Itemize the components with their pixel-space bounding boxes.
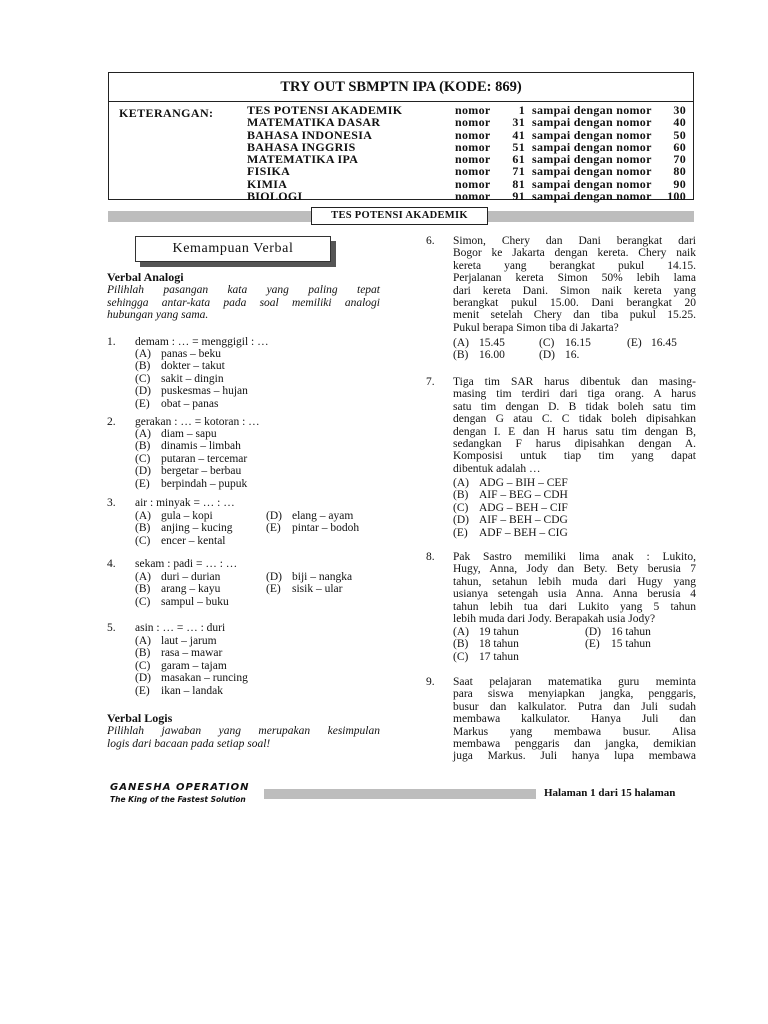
question-stem: asin : … = … : duri bbox=[135, 622, 226, 634]
option-letter: (C) bbox=[135, 452, 151, 465]
option[interactable] bbox=[135, 348, 248, 360]
option-letter: (C) bbox=[135, 659, 151, 672]
option-text: dokter – takut bbox=[161, 360, 225, 373]
range-mid: sampai dengan nomor bbox=[532, 127, 652, 142]
subject-name: MATEMATIKA IPA bbox=[247, 152, 359, 167]
option-letter: (D) bbox=[135, 385, 151, 398]
instruction-line: sehingga antar-kata pada soal memiliki analogi bbox=[107, 296, 380, 309]
range-mid: sampai dengan nomor bbox=[532, 152, 652, 167]
option-letter: (C) bbox=[135, 534, 151, 547]
text-line: Simon, Chery dan Dani berangkat dari bbox=[453, 235, 696, 247]
option[interactable] bbox=[539, 337, 591, 349]
question-number: 3. bbox=[107, 497, 116, 509]
subject-name: MATEMATIKA DASAR bbox=[247, 115, 381, 130]
option-text: dinamis – limbah bbox=[161, 440, 241, 453]
range-word: nomor bbox=[455, 176, 491, 191]
option-text: 15.45 bbox=[479, 337, 505, 349]
text-line: lebih muda dari Jody. Berapakah usia Jody? bbox=[453, 613, 656, 626]
range-mid: sampai dengan nomor bbox=[532, 164, 652, 179]
option-text: ADG – BEH – CIF bbox=[479, 501, 568, 514]
option-letter: (A) bbox=[135, 571, 151, 583]
text-line: berangkat pukul 15.00. Dani berangkat 20 bbox=[453, 297, 696, 310]
range-to: 100 bbox=[667, 189, 686, 204]
range-to: 70 bbox=[673, 152, 686, 167]
option-letter: (C) bbox=[135, 595, 151, 608]
range-to: 30 bbox=[673, 103, 686, 117]
option-letter: (B) bbox=[453, 489, 469, 502]
text-line: menit setelah Chery dan tiba pukul 15.25. bbox=[453, 309, 696, 322]
option[interactable] bbox=[266, 571, 352, 583]
text-line: membawa kalkulator. Hanya Juli dan bbox=[453, 713, 696, 726]
option-text: encer – kental bbox=[161, 534, 226, 547]
range-from: 71 bbox=[512, 164, 525, 179]
option-text: ADF – BEH – CIG bbox=[479, 526, 568, 539]
range-mid: sampai dengan nomor bbox=[532, 189, 652, 204]
range-word: nomor bbox=[455, 164, 491, 179]
option-list-col1 bbox=[453, 626, 519, 663]
exam-title: TRY OUT SBMPTN IPA (KODE: 869) bbox=[109, 73, 693, 102]
option-text: 16.45 bbox=[651, 337, 677, 349]
question-stem: gerakan : … = kotoran : … bbox=[135, 416, 260, 428]
option-text: AIF – BEH – CDG bbox=[479, 514, 568, 527]
text-line: Saat pelajaran matematika guru meminta bbox=[453, 676, 696, 688]
text-line: Markus yang membawa busur. Alisa bbox=[453, 725, 696, 738]
option[interactable] bbox=[453, 651, 519, 663]
question-text bbox=[453, 376, 696, 475]
question-text bbox=[453, 676, 696, 763]
option[interactable] bbox=[135, 647, 248, 659]
option[interactable] bbox=[135, 360, 248, 372]
option[interactable] bbox=[135, 510, 233, 522]
footer-brand: GANESHA OPERATION bbox=[110, 782, 250, 793]
range-word: nomor bbox=[455, 152, 491, 167]
option-letter: (E) bbox=[627, 337, 642, 349]
option-list bbox=[135, 635, 248, 697]
option-letter: (D) bbox=[539, 349, 555, 362]
option-letter: (D) bbox=[266, 571, 282, 583]
option-letter: (A) bbox=[135, 635, 151, 647]
subject-list bbox=[247, 104, 402, 202]
footer-bar bbox=[264, 789, 536, 799]
page-number: Halaman 1 dari 15 halaman bbox=[544, 787, 676, 799]
range-from: 61 bbox=[512, 152, 525, 167]
option[interactable] bbox=[135, 635, 248, 647]
option-letter: (B) bbox=[135, 440, 151, 453]
option-letter: (D) bbox=[135, 465, 151, 478]
range-from: 1 bbox=[518, 103, 525, 117]
option-letter: (E) bbox=[135, 397, 150, 410]
range-word: nomor bbox=[455, 127, 491, 142]
range-to: 80 bbox=[673, 164, 686, 179]
option-text: sakit – dingin bbox=[161, 372, 224, 385]
option-letter: (A) bbox=[135, 428, 151, 440]
subject-name: BAHASA INGGRIS bbox=[247, 139, 356, 154]
section-title: TES POTENSI AKADEMIK bbox=[311, 207, 488, 225]
option-letter: (A) bbox=[135, 348, 151, 360]
range-row bbox=[455, 190, 687, 202]
range-from: 31 bbox=[512, 115, 525, 130]
text-line: Komposisi untuk tiap tim yang dapat bbox=[453, 450, 696, 463]
option[interactable] bbox=[453, 477, 568, 489]
subject-name: KIMIA bbox=[247, 176, 288, 191]
keterangan-label: KETERANGAN: bbox=[119, 106, 214, 120]
text-line: juga Markus. Juli hanya lupa membawa bbox=[453, 750, 696, 763]
option[interactable] bbox=[453, 626, 519, 638]
option-letter: (A) bbox=[453, 337, 469, 349]
option[interactable] bbox=[135, 398, 248, 410]
option[interactable] bbox=[135, 571, 229, 583]
question-number: 6. bbox=[426, 235, 435, 247]
option[interactable] bbox=[135, 522, 233, 534]
option-text: obat – panas bbox=[161, 397, 219, 410]
subject-name: BIOLOGI bbox=[247, 189, 303, 204]
text-line: dibentuk adalah … bbox=[453, 462, 541, 475]
range-row bbox=[455, 165, 687, 177]
question-text bbox=[453, 551, 696, 625]
header-box bbox=[108, 72, 694, 204]
text-line: Tiga tim SAR harus dibentuk dan masing- bbox=[453, 376, 696, 388]
range-mid: sampai dengan nomor bbox=[532, 176, 652, 191]
text-line: satu tim dengan D. B tidak boleh satu tim bbox=[453, 400, 696, 413]
option-list-col2 bbox=[539, 337, 591, 362]
option[interactable] bbox=[135, 478, 247, 490]
option-list-col1 bbox=[135, 571, 229, 608]
question-stem: sekam : padi = … : … bbox=[135, 558, 238, 570]
option-letter: (C) bbox=[539, 337, 555, 349]
subject-name: TES POTENSI AKADEMIK bbox=[247, 103, 403, 117]
verbal-analogi-instruction bbox=[107, 284, 380, 322]
option-text: berpindah – pupuk bbox=[161, 477, 248, 490]
instruction-line: Pilihlah pasangan kata yang paling tepat bbox=[107, 284, 380, 296]
option-text: 17 tahun bbox=[479, 650, 519, 663]
question-number: 5. bbox=[107, 622, 116, 634]
option-text: sampul – buku bbox=[161, 595, 229, 608]
option-letter: (C) bbox=[453, 650, 469, 663]
option-letter: (D) bbox=[585, 626, 601, 638]
text-line: Pak Sastro memiliki lima anak : Lukito, bbox=[453, 551, 696, 563]
option[interactable] bbox=[135, 535, 233, 547]
text-line: dari kereta Dani. Simon naik kereta yang bbox=[453, 284, 696, 297]
question-number: 1. bbox=[107, 336, 116, 348]
option[interactable] bbox=[453, 514, 568, 526]
text-line: dengan I. E dan H harus satu tim dengan B, bbox=[453, 425, 696, 438]
option[interactable] bbox=[135, 453, 247, 465]
range-to: 60 bbox=[673, 139, 686, 154]
text-line: Hugy, Anna, Jody dan Bety. Bety berusia 7 bbox=[453, 563, 696, 576]
text-line: masing tim terdiri dari tiga orang. A harus bbox=[453, 388, 696, 401]
option-letter: (B) bbox=[135, 647, 151, 660]
option-list-col2 bbox=[585, 626, 651, 651]
text-line: tahun lebih tua dari Lukito yang 5 tahun bbox=[453, 600, 696, 613]
option-letter: (B) bbox=[135, 583, 151, 596]
question-text bbox=[453, 235, 696, 334]
option-letter: (B) bbox=[135, 522, 151, 535]
range-word: nomor bbox=[455, 139, 491, 154]
option-text: masakan – runcing bbox=[161, 672, 248, 685]
option-text: 16 tahun bbox=[611, 626, 651, 638]
text-line: Bogor ke Jakarta dengan kereta. Chery naik bbox=[453, 247, 696, 260]
option-text: 16.15 bbox=[565, 337, 591, 349]
option-text: ADG – BIH – CEF bbox=[479, 477, 568, 489]
instruction-line: Pilihlah jawaban yang merupakan kesimpulan bbox=[107, 725, 380, 737]
option-text: laut – jarum bbox=[161, 635, 217, 647]
option[interactable] bbox=[135, 465, 247, 477]
option[interactable] bbox=[135, 373, 248, 385]
option-text: 16.00 bbox=[479, 349, 505, 362]
text-line: Perjalanan kereta Simon 50% lebih lama bbox=[453, 272, 696, 285]
option-text: sisik – ular bbox=[292, 583, 343, 596]
range-from: 81 bbox=[512, 176, 525, 191]
range-word: nomor bbox=[455, 115, 491, 130]
option-text: ikan – landak bbox=[161, 684, 223, 697]
subject-name: BAHASA INDONESIA bbox=[247, 127, 373, 142]
instruction-line: hubungan yang sama. bbox=[107, 309, 209, 321]
text-line: usianya setengah usia Anna. Anna berusia 4 bbox=[453, 588, 696, 601]
question-stem: demam : … = menggigil : … bbox=[135, 336, 269, 348]
instruction-line: logis dari bacaan pada setiap soal! bbox=[107, 737, 271, 750]
kemampuan-title: Kemampuan Verbal bbox=[135, 236, 331, 262]
option[interactable] bbox=[135, 385, 248, 397]
text-line: kereta yang berangkat pukul 14.15. bbox=[453, 259, 696, 272]
option-text: elang – ayam bbox=[292, 510, 354, 522]
range-to: 90 bbox=[673, 176, 686, 191]
option-text: anjing – kucing bbox=[161, 522, 233, 535]
option-letter: (D) bbox=[266, 510, 282, 522]
range-row bbox=[455, 116, 687, 128]
option-text: 19 tahun bbox=[479, 626, 519, 638]
option-letter: (D) bbox=[453, 514, 469, 527]
option[interactable] bbox=[135, 596, 229, 608]
option[interactable] bbox=[266, 583, 352, 595]
footer-tagline: The King of the Fastest Solution bbox=[110, 795, 246, 804]
option-text: 18 tahun bbox=[479, 638, 519, 651]
option[interactable] bbox=[453, 489, 568, 501]
question-number: 8. bbox=[426, 551, 435, 563]
question-number: 4. bbox=[107, 558, 116, 570]
verbal-logis-heading: Verbal Logis bbox=[107, 711, 173, 725]
option-letter: (E) bbox=[135, 477, 150, 490]
option-list bbox=[135, 428, 247, 490]
question-number: 2. bbox=[107, 416, 116, 428]
option[interactable] bbox=[453, 337, 505, 349]
option-letter: (E) bbox=[585, 638, 600, 651]
range-word: nomor bbox=[455, 103, 491, 117]
option-text: arang – kayu bbox=[161, 583, 221, 596]
option[interactable] bbox=[627, 337, 677, 349]
option-letter: (A) bbox=[453, 477, 469, 489]
option-text: gula – kopi bbox=[161, 510, 213, 522]
text-line: sedangkan F harus dipisahkan dengan A. bbox=[453, 438, 696, 451]
range-list bbox=[455, 104, 687, 202]
verbal-analogi-heading: Verbal Analogi bbox=[107, 270, 184, 284]
option-text: panas – beku bbox=[161, 348, 222, 360]
option-text: 15 tahun bbox=[611, 638, 651, 651]
option-text: bergetar – berbau bbox=[161, 465, 242, 478]
option-letter: (B) bbox=[135, 360, 151, 373]
range-mid: sampai dengan nomor bbox=[532, 139, 652, 154]
text-line: busur dan kalkulator. Putra dan Juli sudah bbox=[453, 700, 696, 713]
option-letter: (A) bbox=[135, 510, 151, 522]
option[interactable] bbox=[453, 502, 568, 514]
option-letter: (E) bbox=[135, 684, 150, 697]
range-to: 50 bbox=[673, 127, 686, 142]
option[interactable] bbox=[135, 583, 229, 595]
option-text: garam – tajam bbox=[161, 659, 227, 672]
range-mid: sampai dengan nomor bbox=[532, 115, 652, 130]
question-number: 7. bbox=[426, 376, 435, 388]
range-from: 51 bbox=[512, 139, 525, 154]
option-text: rasa – mawar bbox=[161, 647, 223, 660]
option-list bbox=[453, 477, 568, 539]
option-letter: (E) bbox=[266, 583, 281, 596]
option[interactable] bbox=[135, 685, 248, 697]
option-text: duri – durian bbox=[161, 571, 221, 583]
text-line: para siswa menyiapkan jangka, penggaris, bbox=[453, 688, 696, 701]
option-letter: (E) bbox=[453, 526, 468, 539]
option-text: AIF – BEG – CDH bbox=[479, 489, 568, 502]
range-mid: sampai dengan nomor bbox=[532, 103, 652, 117]
option-text: putaran – tercemar bbox=[161, 452, 248, 465]
option[interactable] bbox=[135, 672, 248, 684]
text-line: tahun, setahun lebih muda dari Hugy yang bbox=[453, 575, 696, 588]
range-from: 41 bbox=[512, 127, 525, 142]
question-number: 9. bbox=[426, 676, 435, 688]
option[interactable] bbox=[453, 638, 519, 650]
range-to: 40 bbox=[673, 115, 686, 130]
verbal-logis-instruction bbox=[107, 725, 380, 750]
option-list-col2 bbox=[266, 510, 359, 535]
text-line: membawa penggaris dan jangka, demikian bbox=[453, 738, 696, 751]
option-letter: (B) bbox=[453, 349, 469, 362]
text-line: Pukul berapa Simon tiba di Jakarta? bbox=[453, 321, 619, 334]
option-letter: (E) bbox=[266, 522, 281, 535]
option-letter: (A) bbox=[453, 626, 469, 638]
option[interactable] bbox=[135, 440, 247, 452]
option-text: 16. bbox=[565, 349, 580, 362]
option[interactable] bbox=[585, 638, 651, 650]
range-word: nomor bbox=[455, 189, 491, 204]
option-letter: (B) bbox=[453, 638, 469, 651]
option-text: puskesmas – hujan bbox=[161, 385, 248, 398]
option[interactable] bbox=[539, 349, 591, 361]
option-list-col3 bbox=[627, 337, 677, 349]
subject-name: FISIKA bbox=[247, 164, 291, 179]
option[interactable] bbox=[585, 626, 651, 638]
option-text: pintar – bodoh bbox=[292, 522, 360, 535]
question-stem: air : minyak = … : … bbox=[135, 497, 235, 509]
option-list-col1 bbox=[135, 510, 233, 547]
option-letter: (C) bbox=[453, 501, 469, 514]
option-text: biji – nangka bbox=[292, 571, 353, 583]
option[interactable] bbox=[453, 527, 568, 539]
option-list-col1 bbox=[453, 337, 505, 362]
text-line: dengan G atau C. C tidak boleh dipisahkan bbox=[453, 413, 696, 426]
option-text: diam – sapu bbox=[161, 428, 217, 440]
option[interactable] bbox=[135, 428, 247, 440]
option[interactable] bbox=[266, 522, 359, 534]
option-list bbox=[135, 348, 248, 410]
option-letter: (C) bbox=[135, 372, 151, 385]
option[interactable] bbox=[453, 349, 505, 361]
range-from: 91 bbox=[512, 189, 525, 204]
option-letter: (D) bbox=[135, 672, 151, 685]
option[interactable] bbox=[135, 660, 248, 672]
option[interactable] bbox=[266, 510, 359, 522]
option-list-col2 bbox=[266, 571, 352, 596]
